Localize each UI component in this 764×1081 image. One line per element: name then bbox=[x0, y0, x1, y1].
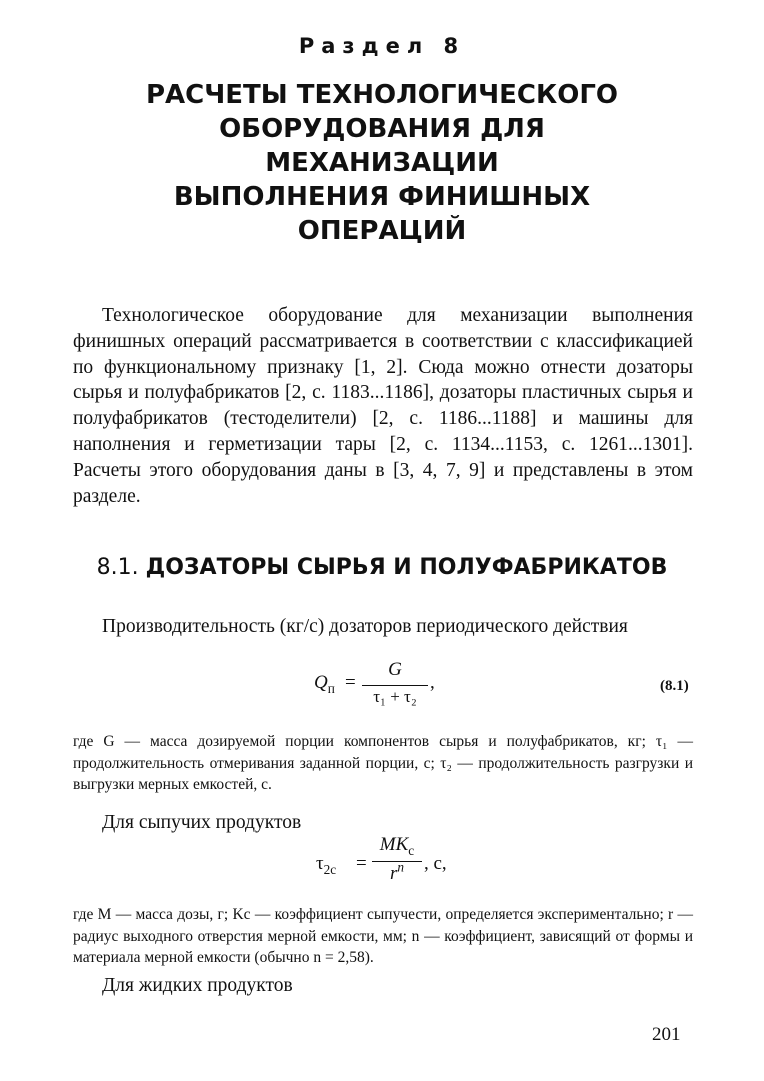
subsection-heading bbox=[0, 555, 764, 580]
chapter-title bbox=[100, 78, 664, 248]
bulk-intro: Для сыпучих продуктов bbox=[102, 812, 302, 833]
formula-2-lhs bbox=[316, 853, 336, 875]
formula-1-equals: = bbox=[345, 672, 356, 693]
periodic-intro: Производительность (кг/с) дозаторов периодического действия bbox=[102, 616, 628, 637]
formula-1-numerator: G bbox=[388, 659, 402, 680]
formula-2-numerator-sub: c bbox=[408, 842, 415, 858]
chapter-title-line: ОПЕРАЦИЙ bbox=[297, 216, 467, 246]
formula-1-trail: , bbox=[430, 672, 435, 693]
subsection-number: 8.1. bbox=[96, 555, 139, 580]
formula-2-numerator bbox=[372, 834, 422, 856]
note-2: где M — масса дозы, г; Kс — коэффициент сыпучести, определяется экспериментально; r — радиус выходного отверстия мерной емкости, мм; n — коэффициент, зависящий от формы и материала мерной емкости (обычно n = 2,58). bbox=[73, 906, 693, 966]
equation-number: (8.1) bbox=[660, 678, 689, 694]
formula-2-fraction bbox=[372, 834, 422, 890]
formula-1-denominator: τ₁ + τ₂ bbox=[373, 687, 417, 706]
formula-2-denominator-sup: n bbox=[397, 859, 405, 875]
chapter-title-line: РАСЧЕТЫ ТЕХНОЛОГИЧЕСКОГО bbox=[145, 80, 619, 110]
note-1: где G — масса дозируемой порции компонентов сырья и полуфабрикатов, кг; τ₁ — продолжительность отмеривания заданной порции, с; τ₂ — продолжительность разгрузки и выгрузки мерных емкостей, с. bbox=[73, 733, 693, 793]
formula-2-lhs-sub: 2c bbox=[323, 861, 337, 877]
intro-paragraph: Технологическое оборудование для механизации выполнения финишных операций рассматривается в соответствии с классификацией по функциональному признаку [1, 2]. Сюда можно отнести дозаторы сырья и полуфабрикатов [2, с. 1183...1186], дозаторы пластичных сырья и полуфабрикатов (тестоделители) [2, с. 1186...1188] и машины для наполнения и герметизации тары [2, с. 1134...1153, с. 1261...1301]. Расчеты этого оборудования даны в [3, 4, 7, 9] и представлены в этом разделе. bbox=[73, 305, 693, 507]
formula-2-trail: , с, bbox=[424, 853, 447, 874]
formula-2-equals: = bbox=[356, 853, 367, 874]
formula-1-lhs-symbol: Q bbox=[314, 672, 328, 693]
subsection-title: ДОЗАТОРЫ СЫРЬЯ И ПОЛУФАБРИКАТОВ bbox=[145, 555, 668, 580]
formula-2-numerator-text: MK bbox=[379, 834, 409, 855]
formula-1-lhs-sub: п bbox=[327, 680, 335, 696]
liquid-intro: Для жидких продуктов bbox=[102, 975, 293, 996]
formula-2-denominator bbox=[372, 859, 422, 885]
formula-2-lhs-symbol: τ bbox=[316, 853, 324, 874]
formula-1-lhs bbox=[314, 672, 335, 694]
section-label: Раздел 8 bbox=[298, 34, 466, 58]
page-number: 201 bbox=[652, 1024, 681, 1045]
formula-2-denominator-text: r bbox=[389, 863, 398, 884]
chapter-title-line: ВЫПОЛНЕНИЯ ФИНИШНЫХ bbox=[173, 182, 591, 212]
chapter-title-line: ОБОРУДОВАНИЯ ДЛЯ МЕХАНИЗАЦИИ bbox=[219, 114, 545, 178]
formula-1-fraction bbox=[362, 659, 428, 711]
